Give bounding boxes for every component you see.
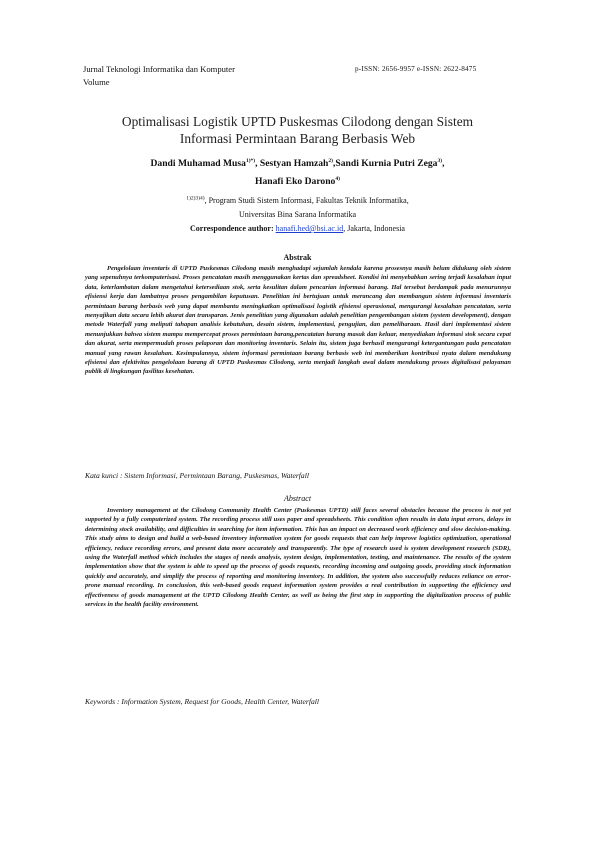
- affiliation-university: Universitas Bina Sarana Informatika: [238, 210, 357, 219]
- correspondence-label: Correspondence author:: [190, 224, 274, 233]
- title-line-1: Optimalisasi Logistik UPTD Puskesmas Cilodong dengan Sistem: [121, 114, 474, 129]
- correspondence: [60, 222, 535, 236]
- journal-header: [83, 63, 235, 89]
- keywords: Keywords : Information System, Request for Goods, Health Center, Waterfall: [85, 697, 319, 706]
- abstrak-heading: Abstrak: [283, 253, 312, 262]
- affiliation-sup: 1)2)3)4): [186, 195, 205, 202]
- author-3: ,Sandi Kurnia Putri Zega: [333, 158, 438, 169]
- author-1-sup: 1)*): [245, 157, 256, 164]
- author-4: Hanafi Eko Darono: [255, 176, 336, 187]
- author-4-line: [60, 176, 535, 187]
- journal-volume: Volume: [83, 77, 110, 87]
- affiliation: [60, 194, 535, 236]
- author-2-sup: 2): [328, 157, 333, 164]
- author-2: , Sestyan Hamzah: [255, 158, 329, 169]
- author-3-sup: 3): [437, 157, 443, 164]
- correspondence-location: , Jakarta, Indonesia: [343, 224, 405, 233]
- author-1: Dandi Muhamad Musa: [150, 158, 246, 169]
- abstract-text: Inventory management at the Cilodong Community Health Center (Puskesmas UPTD) still faces several obstacles because the process is not yet supported by a fully computerized system. The recording process still uses paper and spreadsheets. This condition often results in data input errors, delays in determining stock availability, and difficulties in searching for item information. This has an impact on decreased work efficiency and slow decision-making. This study aims to design and build a web-based inventory information system for goods requests that can help improve logistics optimization, operational efficiency, reduce recording errors, and present data more accurately and transparently. The type of research used is system development research (SDR), using the Waterfall method which includes the stages of needs analysis, system design, implementation, testing, and maintenance. The results of the system implementation show that the system is able to speed up the process of goods requests, recording incoming and outgoing goods, providing stock information quickly and accurately, and simplify the process of reporting and monitoring inventory. In addition, the system also successfully reduces reliance on error-prone manual recording. In conclusion, this web-based goods request information system provides a real contribution in supporting the efficiency and effectiveness of goods management at the UPTD Cilodong Health Center, as well as being the first step in supporting the digitalization process of public services in the health facility environment.: [85, 507, 511, 609]
- abstrak-text: Pengelolaan inventaris di UPTD Puskesmas Cilodong masih menghadapi sejumlah kendala karena prosesnya masih belum didukung oleh sistem yang sepenuhnya terkomputerisasi. Proses pencatatan masih menggunakan kertas dan spreadsheet. Kondisi ini menyebabkan sering terjadi kesalahan input data, keterlambatan dalam mengetahui ketersediaan stok, serta kesulitan dalam pencarian informasi barang. Hal tersebut berdampak pada menurunnya efisiensi kerja dan lambatnya proses pengambilan keputusan. Penelitian ini bertujuan untuk merancang dan membangun sistem informasi inventaris permintaan barang berbasis web yang dapat membantu meningkatkan optimalisasi logistik efisiensi operasional, mengurangi kesalahan pencatatan, serta menyajikan data secara lebih akurat dan transparan. Jenis penelitian yang digunakan adalah penelitian pengembangan sistem (system development), dengan metode Waterfall yang meliputi tahapan analisis kebutuhan, desain sistem, implementasi, pengujian, dan pemeliharaan. Hasil dari implementasi sistem menunjukkan bahwa sistem mampu mempercepat proses permintaan barang,pencatatan barang masuk dan keluar, menyediakan informasi stok secara cepat dan akurat, serta mempermudah proses pelaporan dan monitoring inventaris. Selain itu, sistem juga berhasil mengurangi ketergantungan pada pencatatan manual yang rawan kesalahan. Kesimpulannya, sistem informasi permintaan barang berbasis web ini memberikan kontribusi nyata dalam mendukung efisiensi dan efektivitas pengelolaan barang di UPTD Puskesmas Cilodong, serta menjadi langkah awal dalam mendukung proses digitalisasi pelayanan publik di lingkungan fasilitas kesehatan.: [85, 265, 511, 376]
- journal-name: Jurnal Teknologi Informatika dan Komputer: [83, 64, 235, 74]
- author-3-end: ,: [442, 158, 445, 169]
- affiliation-program: , Program Studi Sistem Informasi, Fakultas Teknik Informatika,: [204, 196, 409, 205]
- author-4-sup: 4): [335, 175, 340, 182]
- issn-label: p-ISSN: 2656-9957 e-ISSN: 2622-8475: [355, 65, 477, 73]
- author-list: [60, 157, 535, 170]
- paper-title: [60, 113, 535, 147]
- email-link[interactable]: hanafi.hed@bsi.ac.id: [275, 224, 344, 233]
- abstract-heading: Abstract: [283, 494, 312, 503]
- kata-kunci: Kata kunci : Sistem Informasi, Permintaan Barang, Puskesmas, Waterfall: [85, 471, 309, 480]
- title-line-2: Informasi Permintaan Barang Berbasis Web: [179, 131, 416, 146]
- affiliation-line-1: [60, 194, 535, 208]
